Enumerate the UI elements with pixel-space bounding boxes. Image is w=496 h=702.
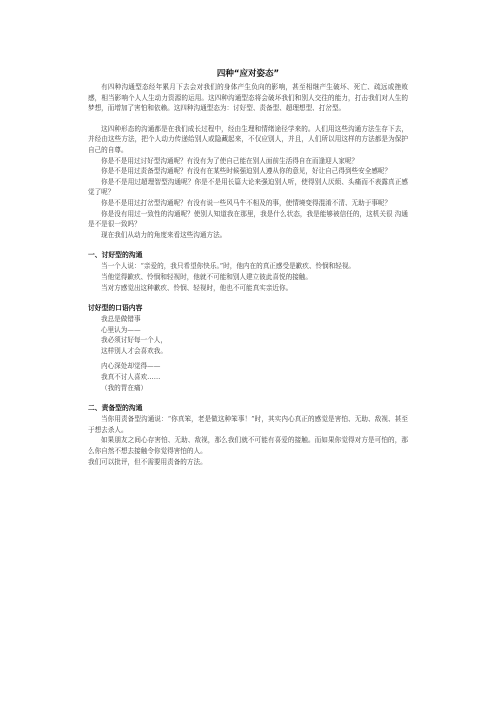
section-paragraph: 当一个人说：“亲爱的，我只希望你快乐。”时，他内在的真正感受是歉疚、怜悯和轻视。	[101, 262, 356, 271]
document-body	[88, 68, 408, 467]
verse-line: 心里认为——	[101, 325, 141, 334]
verse-line: 我真不讨人喜欢……	[101, 373, 161, 382]
section-paragraph: 我们可以批评，但不需要用责备的方法。	[88, 457, 207, 466]
question-paragraph: 你是不是用过超理智型沟通呢？你是不是用长篇大论来强迫别人听，使得别人厌烦、头痛而不表露真正感觉了呢？	[88, 177, 408, 197]
intro-paragraph: 这四种形态的沟通都是在我们成长过程中，经由生理和情绪途径学来的。人们用这些沟通方法生存下去，并经由这些方法，把个人动力传递给别人或隐藏起来，不仅应别人，并且，人们所以用这样的方法都是为保护自己的自尊。	[88, 124, 408, 154]
section-heading: 一、讨好型的沟通	[88, 251, 143, 260]
section-paragraph: 当他觉得歉疚、怜悯和轻视时，他就不可能和别人建立彼此喜悦的接触。	[101, 272, 312, 281]
intro-paragraph: 有四种沟通型态经年累月下去会对我们的身体产生负向的影响，甚至相继产生破坏、死亡、疏远或挫败感，相当影响个人人生动力资源的运用。这四种沟通型态将会破坏我们和别人交往的能力，打击我们对人生的梦想，而增加了害怕和依赖。这四种沟通型态为：讨好型、责备型、超理想型、打岔型。	[88, 83, 408, 113]
verse-line: 我总是做错事	[101, 315, 141, 324]
verse-line: （我的胃在痛）	[101, 383, 148, 392]
question-paragraph: 你是不是用过打岔型沟通呢？有没有说一些风马牛不相及的事，使情境变得混淆不清、无助于事呢？	[101, 198, 392, 207]
document-title: 四种“应对姿态”	[216, 69, 280, 79]
verse-line: 内心深处却觉得——	[101, 362, 161, 371]
question-paragraph: 你是不是用过讨好型沟通呢？有没有为了使自己能在别人面前生活得自在而逢迎人家呢？	[101, 156, 359, 165]
section-heading: 二、责备型的沟通	[88, 404, 143, 413]
section-heading: 讨好型的口语内容	[88, 304, 143, 313]
section-paragraph: 当对方感觉出这种歉疚、怜悯、轻视时，他也不可能真实亲近你。	[101, 283, 293, 292]
section-paragraph: 如果朋友之间心存害怕、无助、敌视，那么我们就不可能有喜爱的接触。而如果你觉得对方是可怕的，那么你自然不想去接触令你觉得害怕的人。	[88, 436, 408, 456]
verse-line: 我必须讨好每一个人，	[101, 336, 167, 345]
question-paragraph: 你是不是用过责备型沟通呢？有没有在某些时候强迫别人遵从你的意见，好让自己得到些安全感呢？	[101, 167, 392, 176]
question-paragraph: 现在我们从动力的角度来看这些沟通方法。	[101, 230, 227, 239]
verse-line: 这样别人才会喜欢我。	[101, 346, 167, 355]
question-paragraph: 你是没有用过一致性的沟通呢？使别人知道我在那里，我是什么状态，我是能够被信任的，这机关很 沟通是不是很一致吗？	[88, 209, 408, 229]
section-paragraph: 当你用责备型沟通说：“你真笨，老是做这种笨事！”时，其实内心真正的感觉是害怕、无助、敌视、甚至于想去杀人。	[88, 415, 408, 434]
